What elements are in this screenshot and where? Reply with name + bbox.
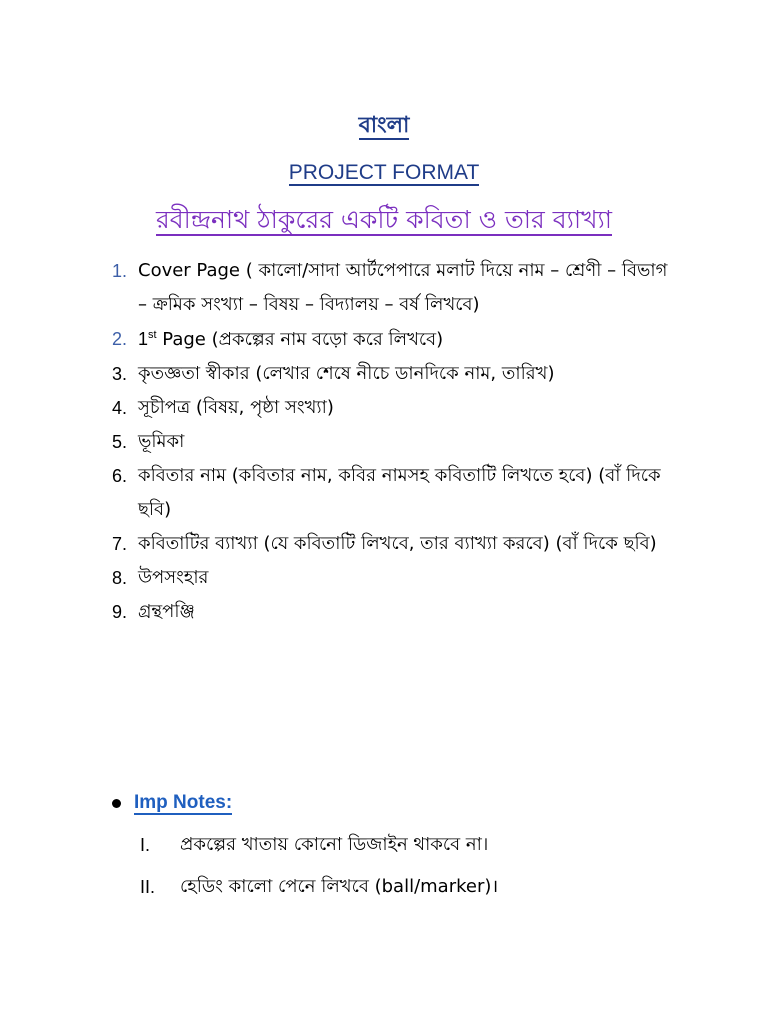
list-item-text (138, 322, 672, 357)
list-item-number: 8. (112, 568, 128, 588)
list-item-number: 7. (112, 534, 128, 554)
list-item-text: উপসংহার (138, 567, 209, 588)
bullet-icon (112, 799, 121, 808)
list-item (112, 425, 672, 459)
notes-list (140, 824, 660, 908)
list-item (112, 322, 672, 357)
list-item-text: গ্রন্থপঞ্জি (138, 601, 195, 622)
list-item-number: 9. (112, 602, 128, 622)
list-item (112, 357, 672, 391)
list-item-text: কবিতার নাম (কবিতার নাম, কবির নামসহ কবিতাটি লিখতে হবে) (বাঁ দিকে ছবি) (138, 465, 661, 520)
list-item-number: 4. (112, 398, 128, 418)
list-item-number: 6. (112, 466, 128, 486)
list-item-text: কবিতাটির ব্যাখ্যা (যে কবিতাটি লিখবে, তার ব্যাখ্যা করবে) (বাঁ দিকে ছবি) (138, 533, 657, 554)
project-steps-list (112, 254, 672, 629)
project-title-text: রবীন্দ্রনাথ ঠাকুরের একটি কবিতা ও তার ব্যাখ্যা (155, 205, 613, 234)
list-item-number: 3. (112, 364, 128, 384)
note-item-text: প্রকল্পের খাতায় কোনো ডিজাইন থাকবে না। (180, 834, 489, 855)
format-title-text: PROJECT FORMAT (288, 161, 480, 184)
list-item-text: ভূমিকা (138, 431, 185, 452)
note-item-number: I. (140, 835, 151, 855)
list-item (112, 459, 672, 527)
format-title (0, 156, 768, 190)
list-item-text: কৃতজ্ঞতা স্বীকার (লেখার শেষে নীচে ডানদিকে নাম, তারিখ) (138, 363, 555, 384)
list-item-number: 2. (112, 329, 128, 349)
list-item-number: 5. (112, 432, 128, 452)
subject-title-text: বাংলা (358, 113, 410, 138)
note-item-text: হেডিং কালো পেনে লিখবে (ball/marker)। (180, 876, 499, 897)
list-item-text: সূচীপত্র (বিষয়, পৃষ্ঠা সংখ্যা) (138, 397, 334, 418)
list-item (112, 561, 672, 595)
list-item (112, 595, 672, 629)
list-item-number: 1. (112, 261, 128, 281)
notes-label-text: Imp Notes: (134, 792, 233, 813)
list-item (112, 391, 672, 425)
list-item-text: Cover Page ( কালো/সাদা আর্টপেপারে মলাট দিয়ে নাম – শ্রেণী – বিভাগ – ক্রমিক সংখ্যা – বিষয় – বিদ্যালয় – বর্ষ লিখবে) (138, 260, 668, 315)
notes-label (134, 786, 232, 820)
first-page-number: 1 (138, 329, 149, 349)
note-item (140, 824, 660, 866)
list-item (112, 254, 672, 322)
project-title (0, 198, 768, 242)
first-page-ordinal: st (148, 329, 157, 341)
notes-heading (112, 786, 232, 820)
list-item (112, 527, 672, 561)
note-item (140, 866, 660, 908)
subject-title (0, 108, 768, 144)
first-page-text: Page (প্রকল্পের নাম বড়ো করে লিখবে) (156, 329, 444, 350)
note-item-number: II. (140, 877, 156, 897)
